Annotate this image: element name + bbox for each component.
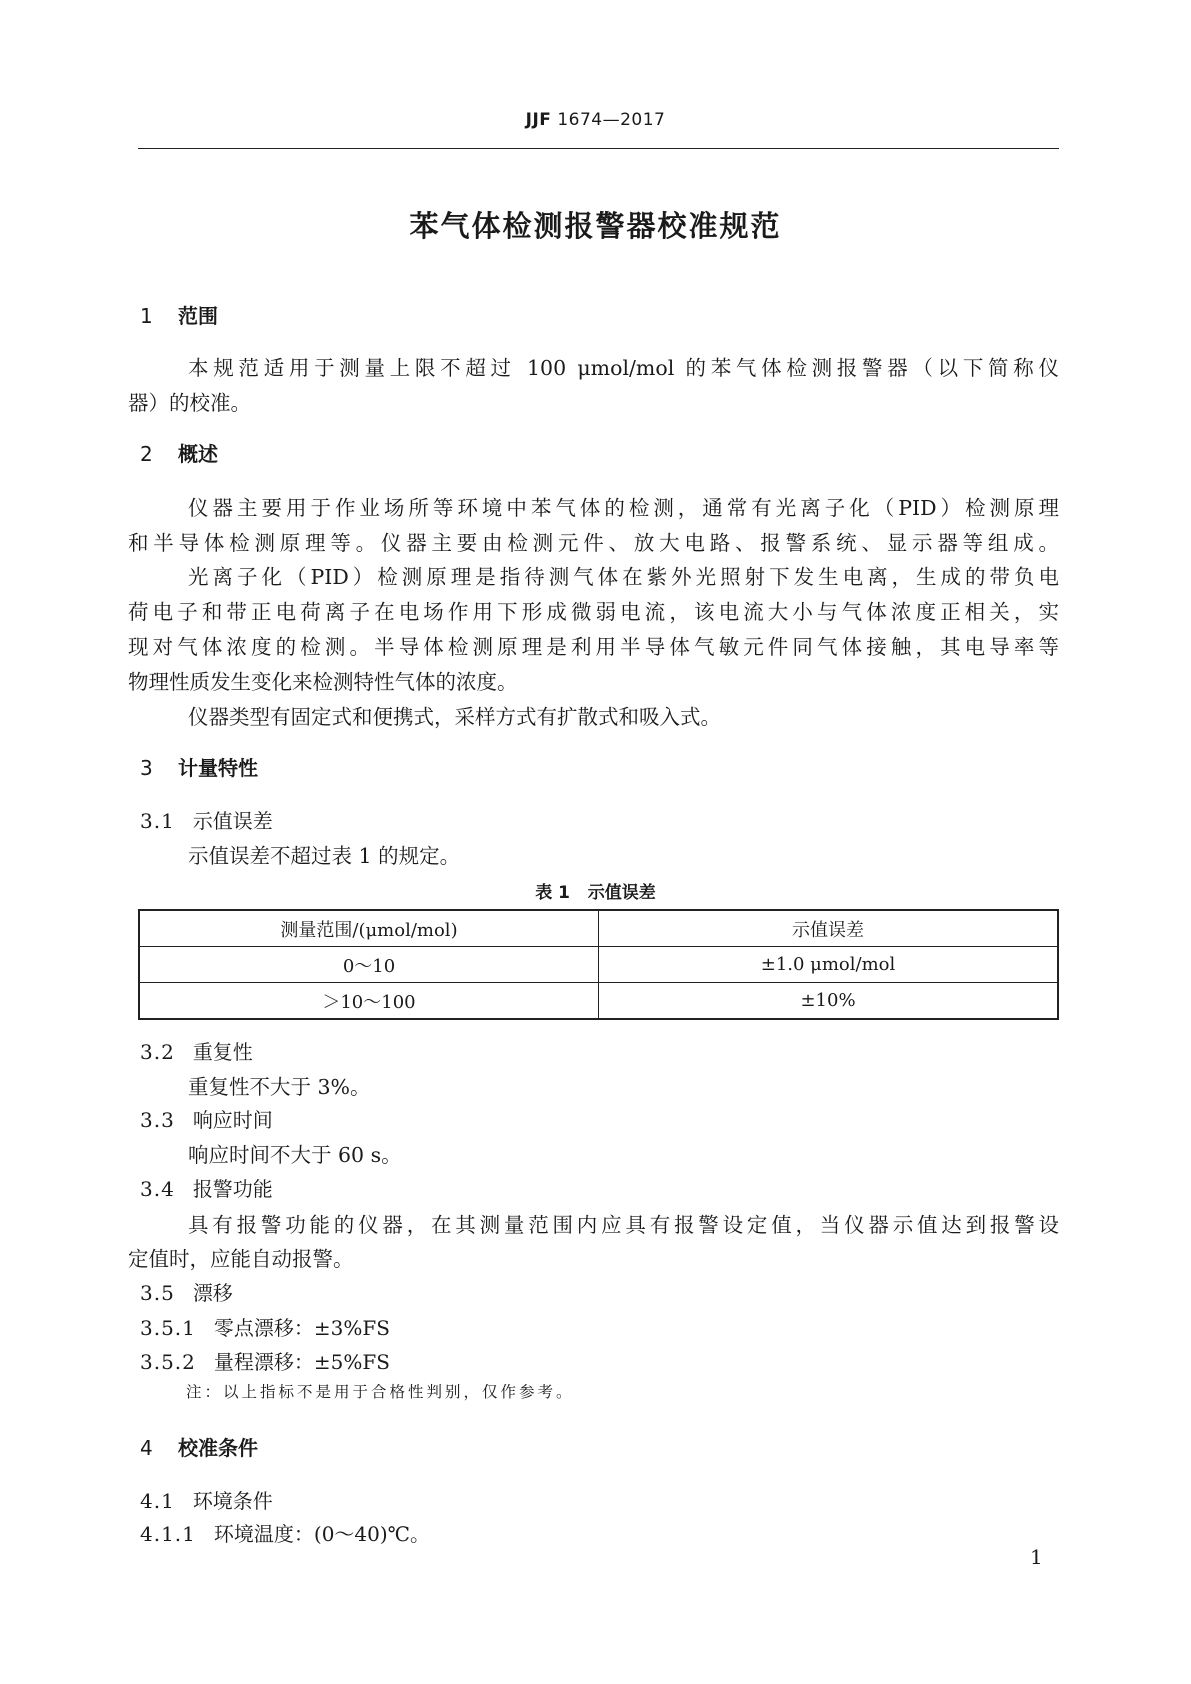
subsection-number: 3.5.1	[140, 1316, 196, 1340]
header-rule	[138, 148, 1059, 149]
subsection-number: 3.3	[140, 1108, 175, 1132]
subsection-3-5-1	[140, 1312, 390, 1341]
error-table	[138, 909, 1059, 1020]
note: 注：以上指标不是用于合格性判别，仅作参考。	[186, 1383, 575, 1401]
table-caption	[0, 878, 1191, 903]
paragraph-line: 现对气体浓度的检测。半导体检测原理是利用半导体气敏元件同气体接触，其电导率等	[128, 635, 1059, 659]
table-row	[139, 947, 1058, 983]
page-number: 1	[1030, 1545, 1043, 1569]
table-cell: ±10%	[599, 983, 1059, 1020]
page-header	[0, 110, 1191, 130]
paragraph-line: 本规范适用于测量上限不超过 100 μmol/mol 的苯气体检测报警器（以下简称仪	[188, 356, 1059, 380]
subsection-text: 零点漂移：±3%FS	[213, 1316, 390, 1340]
section-number: 3	[140, 756, 153, 780]
subsection-number: 3.1	[140, 809, 175, 833]
subsection-text: 量程漂移：±5%FS	[213, 1350, 390, 1374]
subsection-3-2	[140, 1036, 253, 1065]
paragraph-line: 具有报警功能的仪器，在其测量范围内应具有报警设定值，当仪器示值达到报警设	[188, 1213, 1059, 1237]
subsection-number: 3.4	[140, 1177, 175, 1201]
subsection-3-4	[140, 1173, 273, 1202]
table-row	[139, 983, 1058, 1020]
section-2-heading	[140, 438, 218, 467]
paragraph-line: 光离子化（PID）检测原理是指待测气体在紫外光照射下发生电离，生成的带负电	[188, 565, 1059, 589]
subsection-title: 重复性	[192, 1040, 253, 1064]
subsection-number: 4.1	[140, 1489, 175, 1513]
paragraph-line: 重复性不大于 3%。	[188, 1075, 371, 1099]
table-header-cell: 测量范围/(μmol/mol)	[139, 910, 599, 947]
table-cell: ±1.0 μmol/mol	[599, 947, 1059, 983]
section-title: 概述	[178, 442, 218, 466]
table-header-row	[139, 910, 1058, 947]
table-cell: 0～10	[139, 947, 599, 983]
document-title: 苯气体检测报警器校准规范	[409, 209, 782, 243]
paragraph-line: 荷电子和带正电荷离子在电场作用下形成微弱电流，该电流大小与气体浓度正相关，实	[128, 600, 1059, 624]
subsection-4-1	[140, 1485, 273, 1514]
subsection-title: 示值误差	[192, 809, 273, 833]
paragraph-line: 响应时间不大于 60 s。	[188, 1143, 402, 1167]
section-title: 范围	[178, 304, 218, 328]
paragraph-line: 仪器主要用于作业场所等环境中苯气体的检测，通常有光离子化（PID）检测原理	[188, 496, 1059, 520]
subsection-number: 3.5.2	[140, 1350, 196, 1374]
paragraph-line: 示值误差不超过表 1 的规定。	[188, 844, 461, 868]
section-1-heading	[140, 300, 218, 329]
subsection-number: 3.2	[140, 1040, 175, 1064]
table-caption-title: 示值误差	[587, 883, 656, 903]
paragraph-line: 器）的校准。	[128, 391, 251, 415]
subsection-text: 环境温度：(0～40)℃。	[213, 1522, 431, 1546]
subsection-number: 3.5	[140, 1281, 175, 1305]
section-title: 计量特性	[178, 756, 258, 780]
subsection-title: 漂移	[192, 1281, 233, 1305]
subsection-3-3	[140, 1104, 273, 1133]
table-header-cell: 示值误差	[599, 910, 1059, 947]
section-number: 1	[140, 304, 153, 328]
standard-prefix: JJF	[525, 110, 552, 130]
paragraph-line: 和半导体检测原理等。仪器主要由检测元件、放大电路、报警系统、显示器等组成。	[128, 531, 1059, 555]
section-3-heading	[140, 752, 258, 781]
subsection-3-5-2	[140, 1346, 390, 1375]
subsection-title: 环境条件	[192, 1489, 273, 1513]
section-number: 4	[140, 1436, 153, 1460]
subsection-3-1	[140, 805, 273, 834]
section-4-heading	[140, 1432, 258, 1461]
subsection-3-5	[140, 1277, 233, 1306]
paragraph-line: 仪器类型有固定式和便携式，采样方式有扩散式和吸入式。	[188, 705, 721, 729]
paragraph-line: 定值时，应能自动报警。	[128, 1247, 354, 1271]
subsection-title: 报警功能	[192, 1177, 273, 1201]
subsection-number: 4.1.1	[140, 1522, 196, 1546]
table-caption-number: 表 1	[535, 883, 570, 903]
standard-number: 1674—2017	[557, 110, 666, 130]
subsection-4-1-1	[140, 1518, 430, 1547]
subsection-title: 响应时间	[192, 1108, 273, 1132]
paragraph-line: 物理性质发生变化来检测特性气体的浓度。	[128, 670, 518, 694]
section-title: 校准条件	[178, 1436, 258, 1460]
section-number: 2	[140, 442, 153, 466]
table-cell: ＞10～100	[139, 983, 599, 1020]
